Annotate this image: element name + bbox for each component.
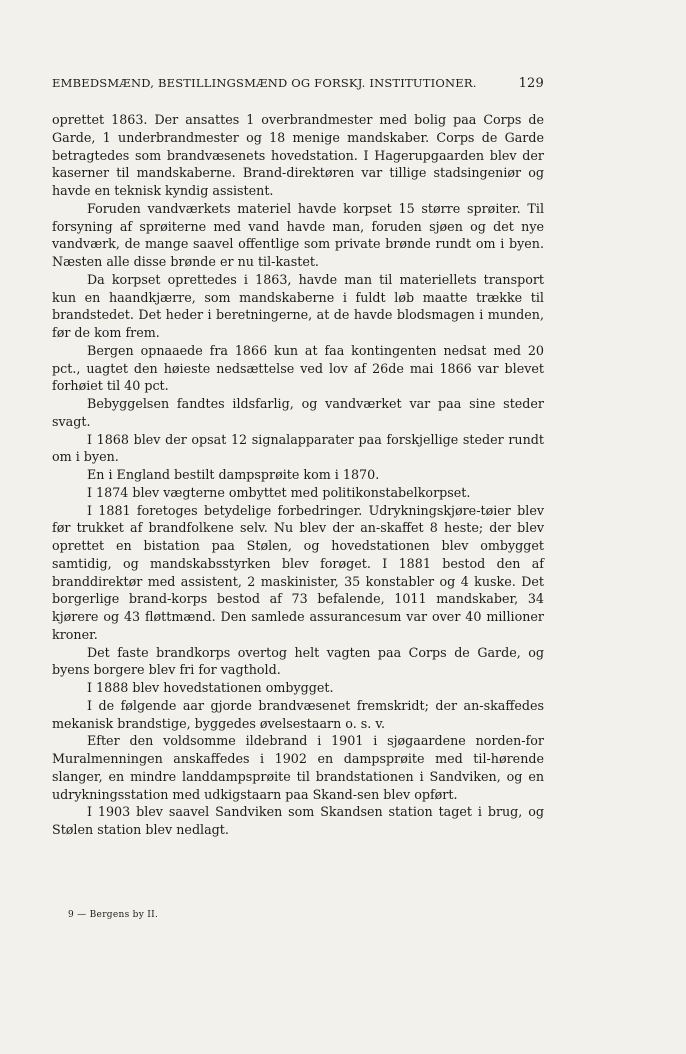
paragraph: I 1903 blev saavel Sandviken som Skandsen station taget i brug, og Stølen station blev nedlagt. (52, 804, 544, 837)
paragraph: En i England bestilt dampsprøite kom i 1870. (87, 467, 380, 482)
paragraph: Bergen opnaaede fra 1866 kun at faa kontingenten nedsat med 20 pct., uagtet den høieste nedsættelse ved lov af 26de mai 1866 var blevet forhøiet til 40 pct. (52, 342, 544, 394)
running-header (52, 76, 544, 91)
body-text (52, 111, 544, 839)
paragraph: Efter den voldsomme ildebrand i 1901 i sjøgaardene norden-for Muralmenningen anskaffedes i 1902 en dampsprøite med til-hørende slanger, en mindre landdampsprøite til brandstationen i Sandviken, og en udrykningsstation med udkigstaarn paa Skand-sen blev opført. (52, 733, 544, 802)
page-number: 129 (518, 76, 544, 91)
paragraph: Bebyggelsen fandtes ildsfarlig, og vandværket var paa sine steder svagt. (52, 396, 544, 429)
paragraph: I 1881 foretoges betydelige forbedringer. Udrykningskjøre-tøier blev før trukket af brandfolkene selv. Nu blev der an-skaffet 8 heste; der blev oprettet en bistation paa Stølen, og hovedstationen blev ombygget samtidig, og mandskabsstyrken blev forøget. I 1881 bestod den af branddirektør med assistent, 2 maskinister, 35 konstabler og 4 kuske. Det borgerlige brand-korps bestod af 73 befalende, 1011 mandskaber, 34 kjørere og 43 fløttmænd. Den samlede assurancesum var over 40 millioner kroner. (52, 502, 544, 642)
paragraph: I 1874 blev vægterne ombyttet med politikonstabelkorpset. (87, 484, 471, 500)
paragraph: Da korpset oprettedes i 1863, havde man til materiellets transport kun en haandkjærre, som mandskaberne i fuldt løb maatte trække til brandstedet. Det heder i beretningerne, at de havde blodsmagen i munden, før de kom frem. (52, 271, 544, 340)
paragraph: Foruden vandværkets materiel havde korpset 15 større sprøiter. Til forsyning af sprøiterne med vand havde man, foruden sjøen og det nye vandværk, de mange saavel offentlige som private brønde rundt om i byen. Næsten alle disse brønde er nu til-kastet. (52, 200, 544, 269)
paragraph: I 1868 blev der opsat 12 signalapparater paa forskjellige steder rundt om i byen. (52, 431, 544, 465)
printer-signature: 9 — Bergens by II. (68, 910, 159, 920)
paragraph: Det faste brandkorps overtog helt vagten paa Corps de Garde, og byens borgere blev fri for vagthold. (52, 644, 544, 678)
paragraph: I 1888 blev hovedstationen ombygget. (87, 680, 334, 695)
header-title: EMBEDSMÆND, BESTILLINGSMÆND OG FORSKJ. INSTITUTIONER. (52, 76, 477, 90)
paragraph: oprettet 1863. Der ansattes 1 overbrandmester med bolig paa Corps de Garde, 1 underbrandmester og 18 menige mandskaber. Corps de Garde betragtedes som brandvæsenets hovedstation. I Hagerupgaarden blev der kaserner til mandskaberne. Brand-direktøren var tillige stadsingeniør og havde en teknisk kyndig assistent. (52, 112, 544, 198)
paragraph: I de følgende aar gjorde brandvæsenet fremskridt; der an-skaffedes mekanisk brandstige, byggedes øvelsestaarn o. s. v. (52, 697, 544, 731)
